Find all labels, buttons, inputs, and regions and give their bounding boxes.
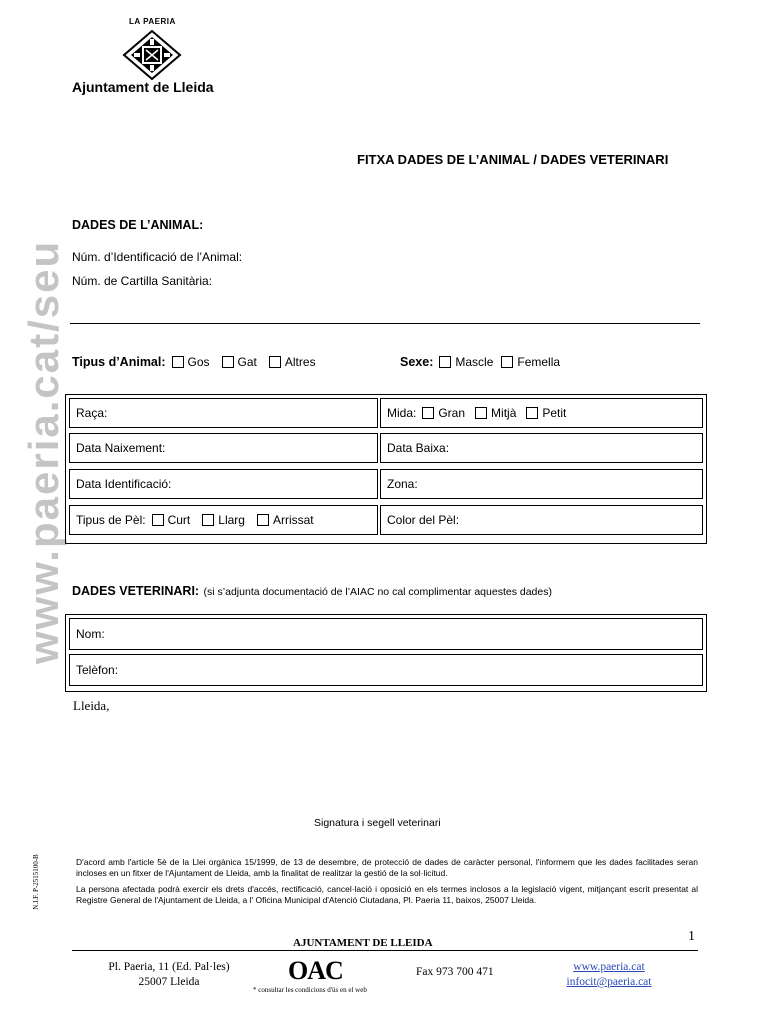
- checkbox-petit[interactable]: [526, 407, 538, 419]
- animal-type-row: [72, 355, 316, 369]
- field-raca[interactable]: [69, 398, 378, 428]
- vet-section-header: [72, 582, 552, 600]
- footer-web: [556, 960, 662, 990]
- mida-label: Mida:: [387, 406, 417, 420]
- nif-number: N.I.F. P-2515100-B: [32, 854, 40, 910]
- footer-title: AJUNTAMENT DE LLEIDA: [293, 937, 433, 949]
- address-line-2: 25007 Lleida: [138, 976, 200, 988]
- place-date: Lleida,: [73, 698, 110, 713]
- data-identificacio-label: Data Identificació:: [76, 477, 172, 491]
- field-data-identificacio[interactable]: [69, 469, 378, 499]
- checkbox-femella[interactable]: [501, 356, 513, 368]
- animal-id-label: Núm. d’Identificació de l’Animal:: [72, 250, 243, 264]
- legal-paragraph-1: D'acord amb l'article 5è de la Llei orgànica 15/1999, de 13 de desembre, de protecció de dades de caràcter personal, l'informem que les dades facilitades seran incloses en un fitxer de l'Ajuntament de Lleida, amb la finalitat de realitzar la gestió de la sol·licitud.: [76, 857, 698, 878]
- divider-line: [70, 323, 700, 324]
- option-gos: Gos: [187, 355, 210, 369]
- option-mitja: Mitjà: [491, 406, 517, 420]
- animal-section-heading: DADES DE L’ANIMAL:: [72, 218, 204, 232]
- checkbox-altres[interactable]: [269, 356, 281, 368]
- checkbox-gat[interactable]: [222, 356, 234, 368]
- oac-logo: OAC: [288, 956, 343, 985]
- health-card-label: Núm. de Cartilla Sanitària:: [72, 274, 213, 288]
- field-zona[interactable]: [380, 469, 703, 499]
- checkbox-mitja[interactable]: [475, 407, 487, 419]
- option-gran: Gran: [438, 406, 466, 420]
- field-mida: [380, 398, 703, 428]
- option-curt: Curt: [167, 513, 191, 527]
- sex-label: Sexe:: [400, 355, 434, 369]
- website-link[interactable]: www.paeria.cat: [573, 961, 645, 973]
- checkbox-gos[interactable]: [172, 356, 184, 368]
- field-telefon[interactable]: [69, 654, 703, 686]
- checkbox-arrissat[interactable]: [257, 514, 269, 526]
- logo-name: Ajuntament de Lleida: [72, 79, 214, 95]
- checkbox-llarg[interactable]: [202, 514, 214, 526]
- side-url-watermark: www.paeria.cat/seu: [20, 239, 67, 665]
- animal-type-label: Tipus d’Animal:: [72, 355, 166, 369]
- telefon-label: Telèfon:: [76, 663, 119, 677]
- footer-address: [86, 960, 252, 990]
- oac-note: * consultar les condicions d'ús en el web: [253, 986, 367, 994]
- address-line-1: Pl. Paeria, 11 (Ed. Pal·les): [108, 961, 230, 973]
- option-femella: Femella: [517, 355, 561, 369]
- data-baixa-label: Data Baixa:: [387, 441, 450, 455]
- field-nom[interactable]: [69, 618, 703, 650]
- checkbox-gran[interactable]: [422, 407, 434, 419]
- page-number: 1: [688, 929, 695, 944]
- footer-fax: Fax 973 700 471: [416, 966, 494, 978]
- sex-row: [400, 355, 560, 369]
- zona-label: Zona:: [387, 477, 418, 491]
- option-mascle: Mascle: [455, 355, 494, 369]
- vet-section-heading: DADES VETERINARI:: [72, 584, 200, 598]
- checkbox-curt[interactable]: [152, 514, 164, 526]
- vet-data-table: [65, 614, 707, 692]
- option-gat: Gat: [237, 355, 257, 369]
- legal-paragraph-2: La persona afectada podrà exercir els drets d'accés, rectificació, cancel·lació i oposició en els termes inclosos a la legislació vigent, mitjançant escrit presentat al Registre General de l'Ajuntament de Lleida, a l' Oficina Municipal d'Atenció Ciutadana, Pl. Paeria 11, baixos, 25007 Lleida.: [76, 884, 698, 905]
- footer-rule: [72, 950, 698, 951]
- color-pel-label: Color del Pèl:: [387, 513, 460, 527]
- animal-data-table: [65, 394, 707, 544]
- option-petit: Petit: [542, 406, 567, 420]
- field-tipus-pel: [69, 505, 378, 535]
- option-arrissat: Arrissat: [272, 513, 314, 527]
- checkbox-mascle[interactable]: [439, 356, 451, 368]
- city-crest-logo: [122, 30, 182, 80]
- logo-top-text: LA PAERIA: [129, 17, 176, 26]
- vet-section-note: (si s’adjunta documentació de l’AIAC no cal complimentar aquestes dades): [203, 586, 552, 598]
- tipus-pel-label: Tipus de Pèl:: [76, 513, 146, 527]
- document-title: FITXA DADES DE L’ANIMAL / DADES VETERINARI: [357, 152, 669, 167]
- nom-label: Nom:: [76, 627, 105, 641]
- field-color-pel[interactable]: [380, 505, 703, 535]
- email-link[interactable]: infocit@paeria.cat: [566, 976, 652, 988]
- signature-label: Signatura i segell veterinari: [314, 817, 441, 829]
- raca-label: Raça:: [76, 406, 108, 420]
- data-naixement-label: Data Naixement:: [76, 441, 166, 455]
- field-data-naixement[interactable]: [69, 433, 378, 463]
- option-altres: Altres: [284, 355, 316, 369]
- option-llarg: Llarg: [218, 513, 245, 527]
- field-data-baixa[interactable]: [380, 433, 703, 463]
